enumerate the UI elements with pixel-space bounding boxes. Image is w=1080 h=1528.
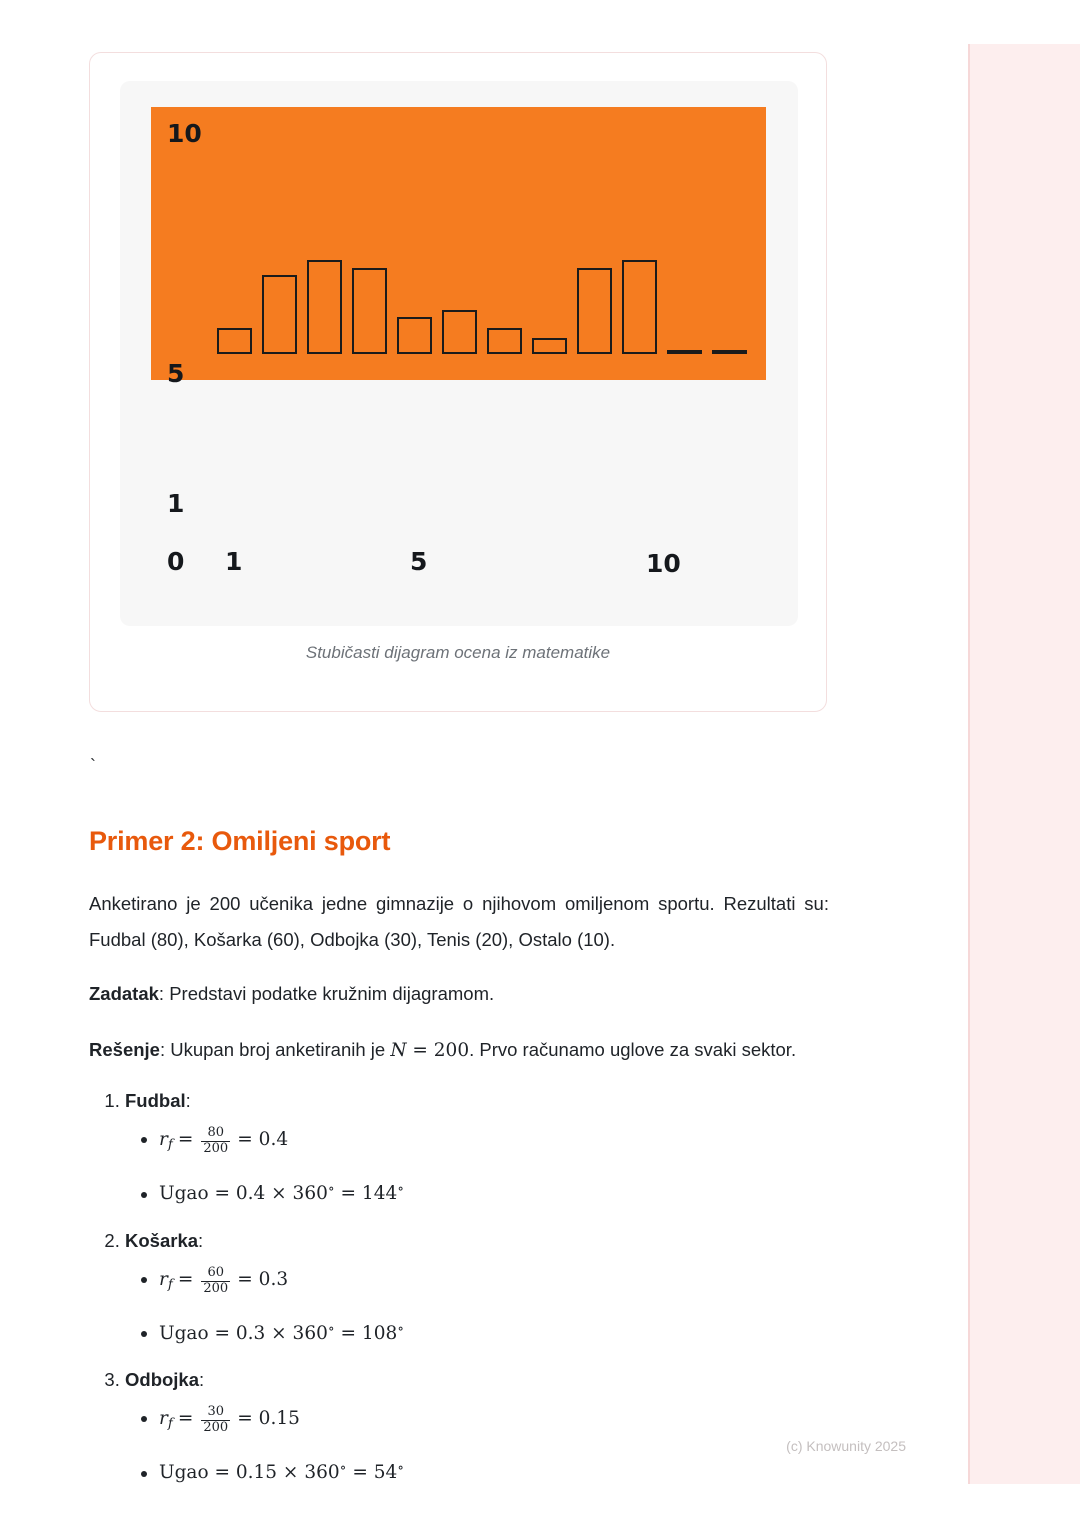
bar-10 (622, 260, 657, 353)
task-label: Zadatak (89, 983, 159, 1004)
solution-paragraph (89, 1032, 829, 1069)
solution-variable: N (390, 1040, 407, 1061)
task-paragraph (89, 976, 829, 1012)
bar-series (217, 255, 747, 353)
bar-6 (442, 310, 477, 353)
x-tick-1: 1 (225, 547, 243, 576)
step-sublist (125, 1401, 885, 1491)
bar-12 (712, 350, 747, 354)
step-sublist (125, 1262, 885, 1352)
relative-frequency-odbojka: • rf = $\frac{30}{200}$ = 0.15 (159, 1401, 885, 1441)
step-name-odbojka: Odbojka (125, 1369, 200, 1391)
y-tick-0: 0 (167, 547, 185, 576)
chart-inner-panel (120, 81, 798, 626)
intro-paragraph: Anketirano je 200 učenika jedne gimnazije o njihovom omiljenom sportu. Rezultati su: Fudbal (80), Košarka (60), Odbojka (30), Tenis (20), Ostalo (10). (89, 893, 829, 950)
angle-fudbal: • Ugao = 0.4 × 360∘ = 144∘ (159, 1172, 885, 1211)
bar-1 (217, 328, 252, 354)
bar-2 (262, 275, 297, 353)
relative-frequency-fudbal: • rf = $\frac{80}{200}$ = 0.4 (159, 1122, 885, 1162)
x-tick-5: 5 (410, 547, 428, 576)
task-text: : Predstavi podatke kružnim dijagramom. (158, 983, 495, 1004)
bar-9 (577, 268, 612, 353)
calculation-steps (89, 1086, 885, 1505)
bar-4 (352, 268, 387, 353)
list-item: 2. Košarka: • rf = $\frac{60}{200}$ = 0.3 • Ugao = 0.3 × 360∘ = 108∘ (125, 1226, 885, 1352)
step-name-kosarka: Košarka (125, 1229, 199, 1251)
solution-equation: = 200 (406, 1040, 470, 1061)
angle-kosarka: • Ugao = 0.3 × 360∘ = 108∘ (159, 1312, 885, 1351)
bar-8 (532, 338, 567, 354)
y-tick-5: 5 (167, 359, 185, 388)
list-item: 3. Odbojka: • rf = $\frac{30}{200}$ = 0.15 • Ugao = 0.15 × 360∘ = 54∘ (125, 1365, 885, 1491)
list-item: 1. Fudbal: • rf = $\frac{80}{200}$ = 0.4 • Ugao = 0.4 × 360∘ = 144∘ (125, 1086, 885, 1212)
x-tick-10: 10 (646, 549, 681, 578)
y-tick-1: 1 (167, 489, 185, 518)
relative-frequency-kosarka: • rf = $\frac{60}{200}$ = 0.3 (159, 1262, 885, 1302)
fraction: $\frac{60}{200}$ (203, 1264, 229, 1296)
y-tick-10: 10 (167, 119, 202, 148)
step-name-fudbal: Fudbal (125, 1090, 186, 1111)
solution-label: Rešenje (89, 1039, 160, 1060)
bar-7 (487, 328, 522, 354)
rf-value-fudbal: 0.4 (258, 1129, 289, 1150)
page-edge-strip (968, 44, 1080, 1484)
bar-5 (397, 317, 432, 353)
bar-3 (307, 260, 342, 353)
chart-caption: Stubičasti dijagram ocena iz matematike (305, 643, 611, 662)
copyright-watermark: (c) Knowunity 2025 (786, 1438, 906, 1454)
page-title: Primer 2: Omiljeni sport (89, 826, 391, 856)
solution-text-b: . Prvo računamo uglove za svaki sektor. (469, 1039, 797, 1060)
bar-chart-plot (151, 107, 766, 578)
bar-11 (667, 350, 702, 354)
solution-text-a: : Ukupan broj anketiranih je (159, 1039, 391, 1060)
rf-value-kosarka: 0.3 (258, 1268, 289, 1290)
fraction: $\frac{80}{200}$ (203, 1125, 229, 1157)
step-sublist (125, 1122, 885, 1212)
rf-value-odbojka: 0.15 (258, 1408, 300, 1430)
fraction: $\frac{30}{200}$ (203, 1404, 229, 1436)
backtick-artifact: ` (90, 756, 96, 776)
chart-card (89, 52, 827, 712)
angle-odbojka: • Ugao = 0.15 × 360∘ = 54∘ (159, 1451, 885, 1490)
